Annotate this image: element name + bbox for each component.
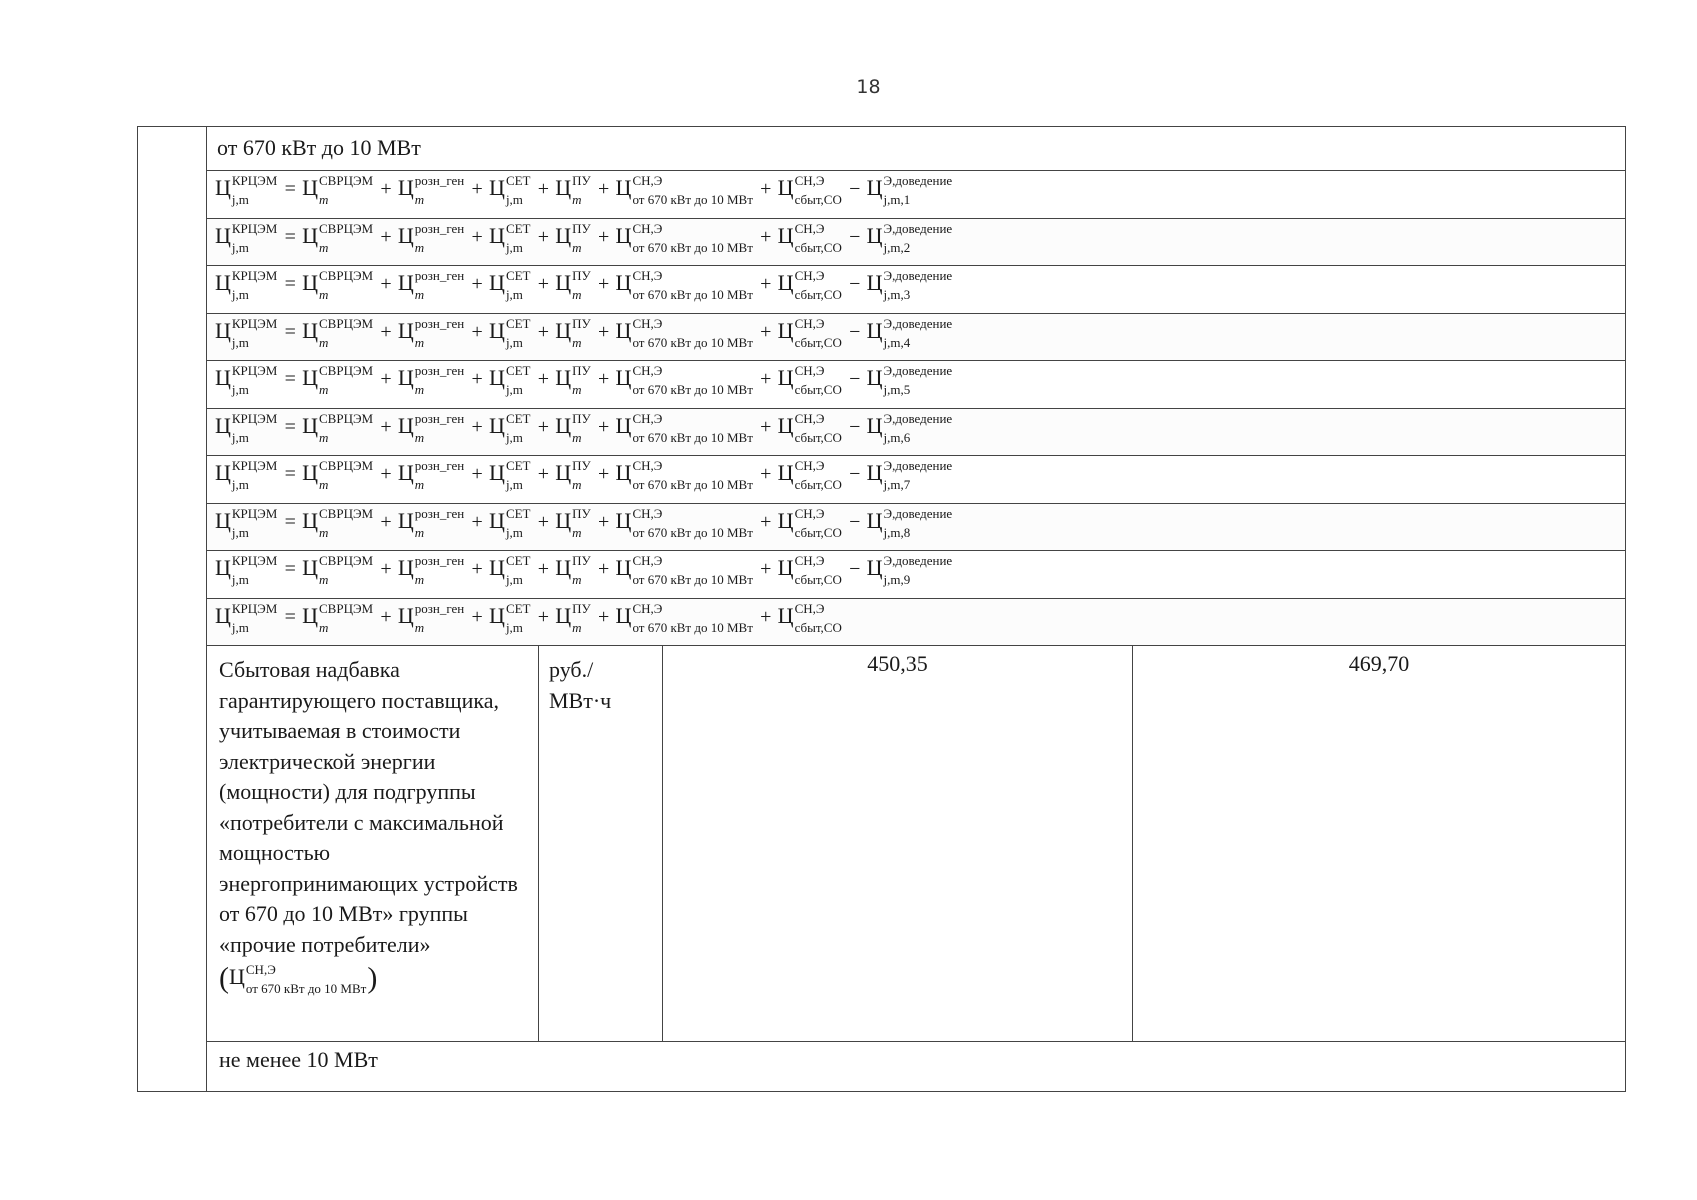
table-content [207, 127, 1625, 1091]
formula: Ц КРЦЭМ j,m = Ц СВРЦЭМ m + Ц розн_ген m + Ц СЕТ j,m + Ц ПУ m + Ц СН,Э от 670 кВт до 10 МВт + Ц СН,Э сбыт,СО [215, 600, 842, 635]
formula-row [207, 361, 1625, 409]
formula: Ц КРЦЭМ j,m = Ц СВРЦЭМ m + Ц розн_ген m + Ц СЕТ j,m + Ц ПУ m + Ц СН,Э от 670 кВт до 10 МВт + Ц СН,Э сбыт,СО − Ц Э,доведение j,m,2 [215, 220, 953, 255]
unit-line-1: руб./ [549, 657, 594, 682]
description-text: Сбытовая надбавка гарантирующего поставщика, учитываемая в стоимости электрической энергии (мощности) для подгруппы «потребители с максимальной мощностью энергопринимающих устройств от 670 до 10 МВт» группы «прочие потребители» [219, 657, 518, 957]
formula: Ц КРЦЭМ j,m = Ц СВРЦЭМ m + Ц розн_ген m + Ц СЕТ j,m + Ц ПУ m + Ц СН,Э от 670 кВт до 10 МВт + Ц СН,Э сбыт,СО − Ц Э,доведение j,m,9 [215, 553, 953, 588]
formula-rows [207, 171, 1625, 646]
formula-row [207, 266, 1625, 314]
unit-cell [539, 645, 663, 1041]
unit-line-2: МВт·ч [549, 687, 612, 713]
formula-row [207, 599, 1625, 647]
formula: Ц КРЦЭМ j,m = Ц СВРЦЭМ m + Ц розн_ген m + Ц СЕТ j,m + Ц ПУ m + Ц СН,Э от 670 кВт до 10 МВт + Ц СН,Э сбыт,СО − Ц Э,доведение j,m,7 [215, 458, 953, 493]
table-row [207, 645, 1625, 1042]
formula: Ц КРЦЭМ j,m = Ц СВРЦЭМ m + Ц розн_ген m + Ц СЕТ j,m + Ц ПУ m + Ц СН,Э от 670 кВт до 10 МВт + Ц СН,Э сбыт,СО − Ц Э,доведение j,m,3 [215, 268, 953, 303]
formula-row [207, 504, 1625, 552]
formula-row [207, 551, 1625, 599]
formula-row [207, 456, 1625, 504]
description-cell [207, 645, 539, 1041]
formula: Ц КРЦЭМ j,m = Ц СВРЦЭМ m + Ц розн_ген m + Ц СЕТ j,m + Ц ПУ m + Ц СН,Э от 670 кВт до 10 МВт + Ц СН,Э сбыт,СО − Ц Э,доведение j,m,1 [215, 173, 953, 208]
formula-row [207, 409, 1625, 457]
formula-row [207, 314, 1625, 362]
formula-row [207, 219, 1625, 267]
value-cell-2: 469,70 [1348, 651, 1410, 676]
formula: Ц КРЦЭМ j,m = Ц СВРЦЭМ m + Ц розн_ген m + Ц СЕТ j,m + Ц ПУ m + Ц СН,Э от 670 кВт до 10 МВт + Ц СН,Э сбыт,СО − Ц Э,доведение j,m,8 [215, 505, 953, 540]
section-title: от 670 кВт до 10 МВт [207, 127, 1625, 171]
value-cell-1: 450,35 [663, 645, 1133, 1041]
page-number: 18 [856, 76, 881, 98]
table-left-column [138, 127, 207, 1091]
formula: Ц КРЦЭМ j,m = Ц СВРЦЭМ m + Ц розн_ген m + Ц СЕТ j,m + Ц ПУ m + Ц СН,Э от 670 кВт до 10 МВт + Ц СН,Э сбыт,СО − Ц Э,доведение j,m,6 [215, 410, 953, 445]
tariff-table [137, 126, 1626, 1092]
formula: Ц КРЦЭМ j,m = Ц СВРЦЭМ m + Ц розн_ген m + Ц СЕТ j,m + Ц ПУ m + Ц СН,Э от 670 кВт до 10 МВт + Ц СН,Э сбыт,СО − Ц Э,доведение j,m,4 [215, 315, 953, 350]
footer-title: не менее 10 МВт [219, 1047, 378, 1072]
formula: Ц КРЦЭМ j,m = Ц СВРЦЭМ m + Ц розн_ген m + Ц СЕТ j,m + Ц ПУ m + Ц СН,Э от 670 кВт до 10 МВт + Ц СН,Э сбыт,СО − Ц Э,доведение j,m,5 [215, 363, 953, 398]
formula-row [207, 171, 1625, 219]
symbol-label: (Ц СН,Э от 670 кВт до 10 МВт ) [219, 961, 378, 996]
